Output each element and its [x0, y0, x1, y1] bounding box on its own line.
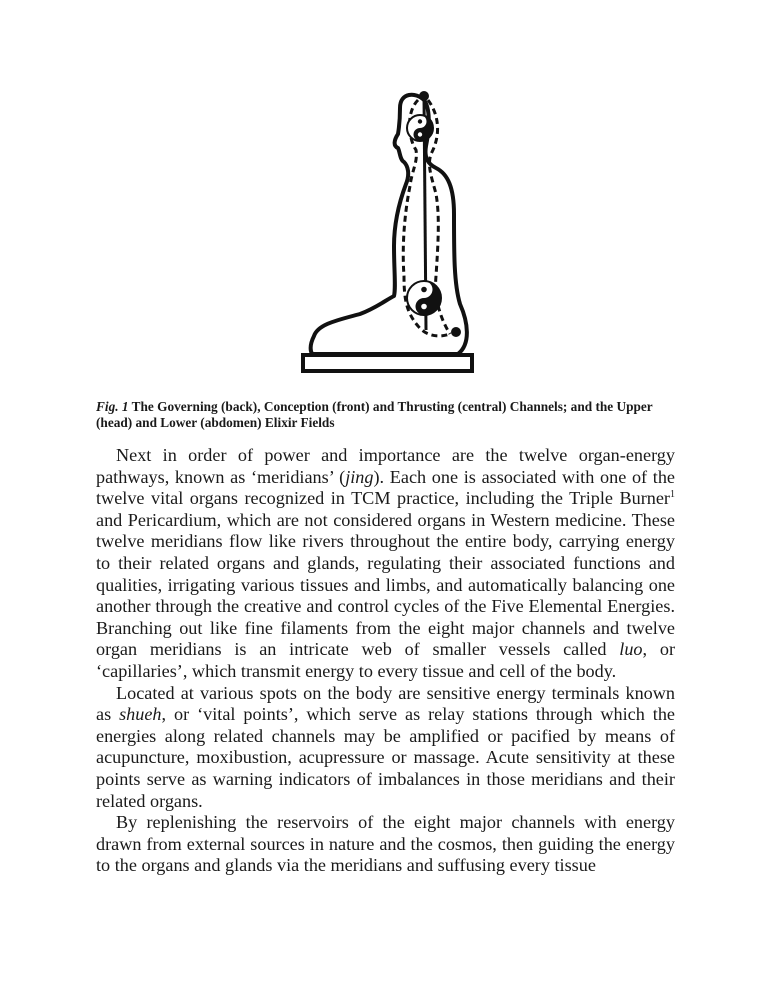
- body-outline: [311, 95, 467, 354]
- figure-number: Fig. 1: [96, 399, 129, 414]
- root-point: [451, 327, 461, 337]
- text-run: ). Each one is associated with one of the twelve vital organs recognized in TCM practice, including the Triple Burner: [96, 466, 676, 509]
- seated-figure-drawing: [300, 86, 475, 378]
- paragraph: [96, 812, 675, 877]
- paragraph: [96, 445, 675, 683]
- lower-elixir-field-icon: [407, 281, 441, 315]
- meditation-figure-illustration: [300, 86, 475, 378]
- paragraph: [96, 683, 675, 813]
- upper-elixir-field-icon: [407, 115, 433, 141]
- text-run: , or ‘capillaries’, which transmit energy to every tissue and cell of the body.: [96, 639, 675, 681]
- crown-point: [419, 91, 429, 101]
- text-run: By replenishing the reservoirs of the eight major channels with energy drawn from external sources in nature and the cosmos, then guiding the energy to the organs and glands via the meridians and suffusing every tissue: [96, 812, 675, 876]
- body-text: [96, 445, 675, 877]
- italic-term: jing: [345, 466, 374, 487]
- figure-caption-text: The Governing (back), Conception (front) and Thrusting (central) Channels; and the Upper (head) and Lower (abdomen) Elixir Fields: [96, 399, 653, 430]
- text-run: Located at various spots on the body are sensitive energy terminals known as: [96, 682, 675, 725]
- seat-platform: [303, 355, 472, 371]
- figure-caption: [96, 399, 676, 431]
- text-run: Next in order of power and importance are the twelve organ-energy pathways, known as ‘meridians’ (: [96, 445, 675, 487]
- footnote-marker: 1: [670, 489, 675, 501]
- italic-term: shueh: [119, 704, 162, 725]
- text-run: , or ‘vital points’, which serve as relay stations through which the energies along related channels may be amplified or pacified by means of acupuncture, moxibustion, acupressure or massage. Acute sensitivity at these points serve as warning indicators of imbalances in those meridians and their related organs.: [96, 704, 675, 811]
- text-run: and Pericardium, which are not considered organs in Western medicine. These twelve meridians flow like rivers throughout the entire body, carrying energy to their related organs and glands, regulating their associated functions and qualities, irrigating various tissues and limbs, and automatically balancing one another through the creative and control cycles of the Five Elemental Energies. Branching out like fine filaments from the eight major channels and twelve organ meridians is an intricate web of smaller vessels called: [96, 509, 675, 660]
- italic-term: luo: [619, 639, 643, 660]
